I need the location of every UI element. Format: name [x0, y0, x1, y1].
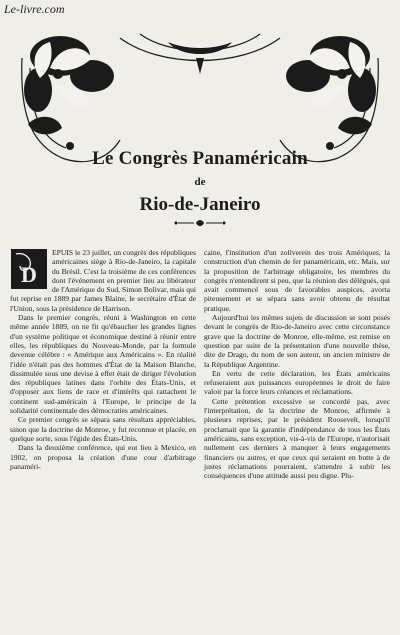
- paragraph: En vertu de cette déclaration, les États américains refuseraient aux puissances européennes le droit de faire valoir par la force leurs créances et réclamations.: [204, 368, 390, 397]
- paragraph: Dans le premier congrès, réuni à Washington en cette même année 1889, on ne fit qu'ébaucher les grandes lignes d'un système politique et économique destiné à réunir entre elles, les républiques du Nouveau-Monde, par la formule devenue célèbre : « Amérique aux Américains ». En réalité l'idée n'était pas des hommes d'État de la Maison Blanche, dissimulée sous une devise à effet était de diriger l'évolution des républiques latines dans l'orbite des États-Unis, et d'opposer aux liens de race et d'intérêts qui rattachent le continent sud-américain à l'Europe, le principe de la solidarité continentale des démocraties américaines.: [10, 313, 196, 416]
- paragraph: caine, l'institution d'un zollverein des trois Amériques, la construction d'un chemin de fer panaméricain, etc. Mais, sur la proposition de l'arbitrage obligatoire, les membres du congrès n'entendirent si peu, que la réunion des délégués, qui avait commencé sous de favorables auspices, avorta piteusement et se sépara sans avoir obtenu de résultat pratique.: [204, 248, 390, 313]
- text-column-right: [204, 248, 390, 480]
- title-ornament: [170, 218, 230, 228]
- article-title-connector: de: [194, 176, 206, 188]
- article-title-line-2: Rio-de-Janeiro: [139, 194, 261, 215]
- paragraph: Cette prétention excessive se concordé pas, avec l'interprétation, de la doctrine de Monroe, affirmée à plusieurs reprises, par le président Roosevelt, lorsqu'il proclamait que la garantie d'indépendance de tous les États américains, sans exception, vis-à-vis de l'Europe, n'autorisait nullement ces derniers à manquer à leurs engagements financiers ou autres, et que ceux qui seraient en butte à de justes réclamations pourraient, s'attendre à subir les conséquences d'une attitude aussi peu digne. Plu-: [204, 396, 390, 481]
- paragraph: Aujourd'hui les mêmes sujets de discussion se sont posés devant le congrès de Rio-de-Janeiro avec cette circonstance grave que la doctrine de Monroe, elle-même, est remise en question par suite de la présentation d'une nouvelle thèse, dite de Drago, du nom de son auteur, un ancien ministre de la République Argentine.: [204, 313, 390, 369]
- text-column-left: [10, 248, 196, 471]
- article-title-line-1: Le Congrès Panaméricain: [92, 148, 308, 169]
- drop-cap-ornament: [10, 248, 48, 290]
- drop-cap-letter: D: [21, 262, 37, 287]
- paragraph: Ce premier congrès se sépara sans résultats appréciables, sinon que la doctrine de Monroe, y fut reconnue et placée, en quelque sorte, sous l'égide des États-Unis.: [10, 415, 196, 443]
- paragraph: Dans la deuxième conférence, qui eut lieu à Mexico, en 1902, on proposa la création d'une cour d'arbitrage panaméri-: [10, 443, 196, 471]
- paragraph: EPUIS le 23 juillet, un congrès des républiques américaines siège à Rio-de-Janeiro, la capitale du Brésil. C'est la troisième de ces conférences dont l'événement en premier lieu au libérateur de l'Amérique du Sud, Simon Bolivar, mais qui fut reprise en 1889 par James Blaine, le secrétaire d'État de l'Union, sous la présidence de Harrison.: [10, 248, 196, 313]
- watermark: Le-livre.com: [4, 2, 65, 16]
- article-title-block: [60, 148, 340, 216]
